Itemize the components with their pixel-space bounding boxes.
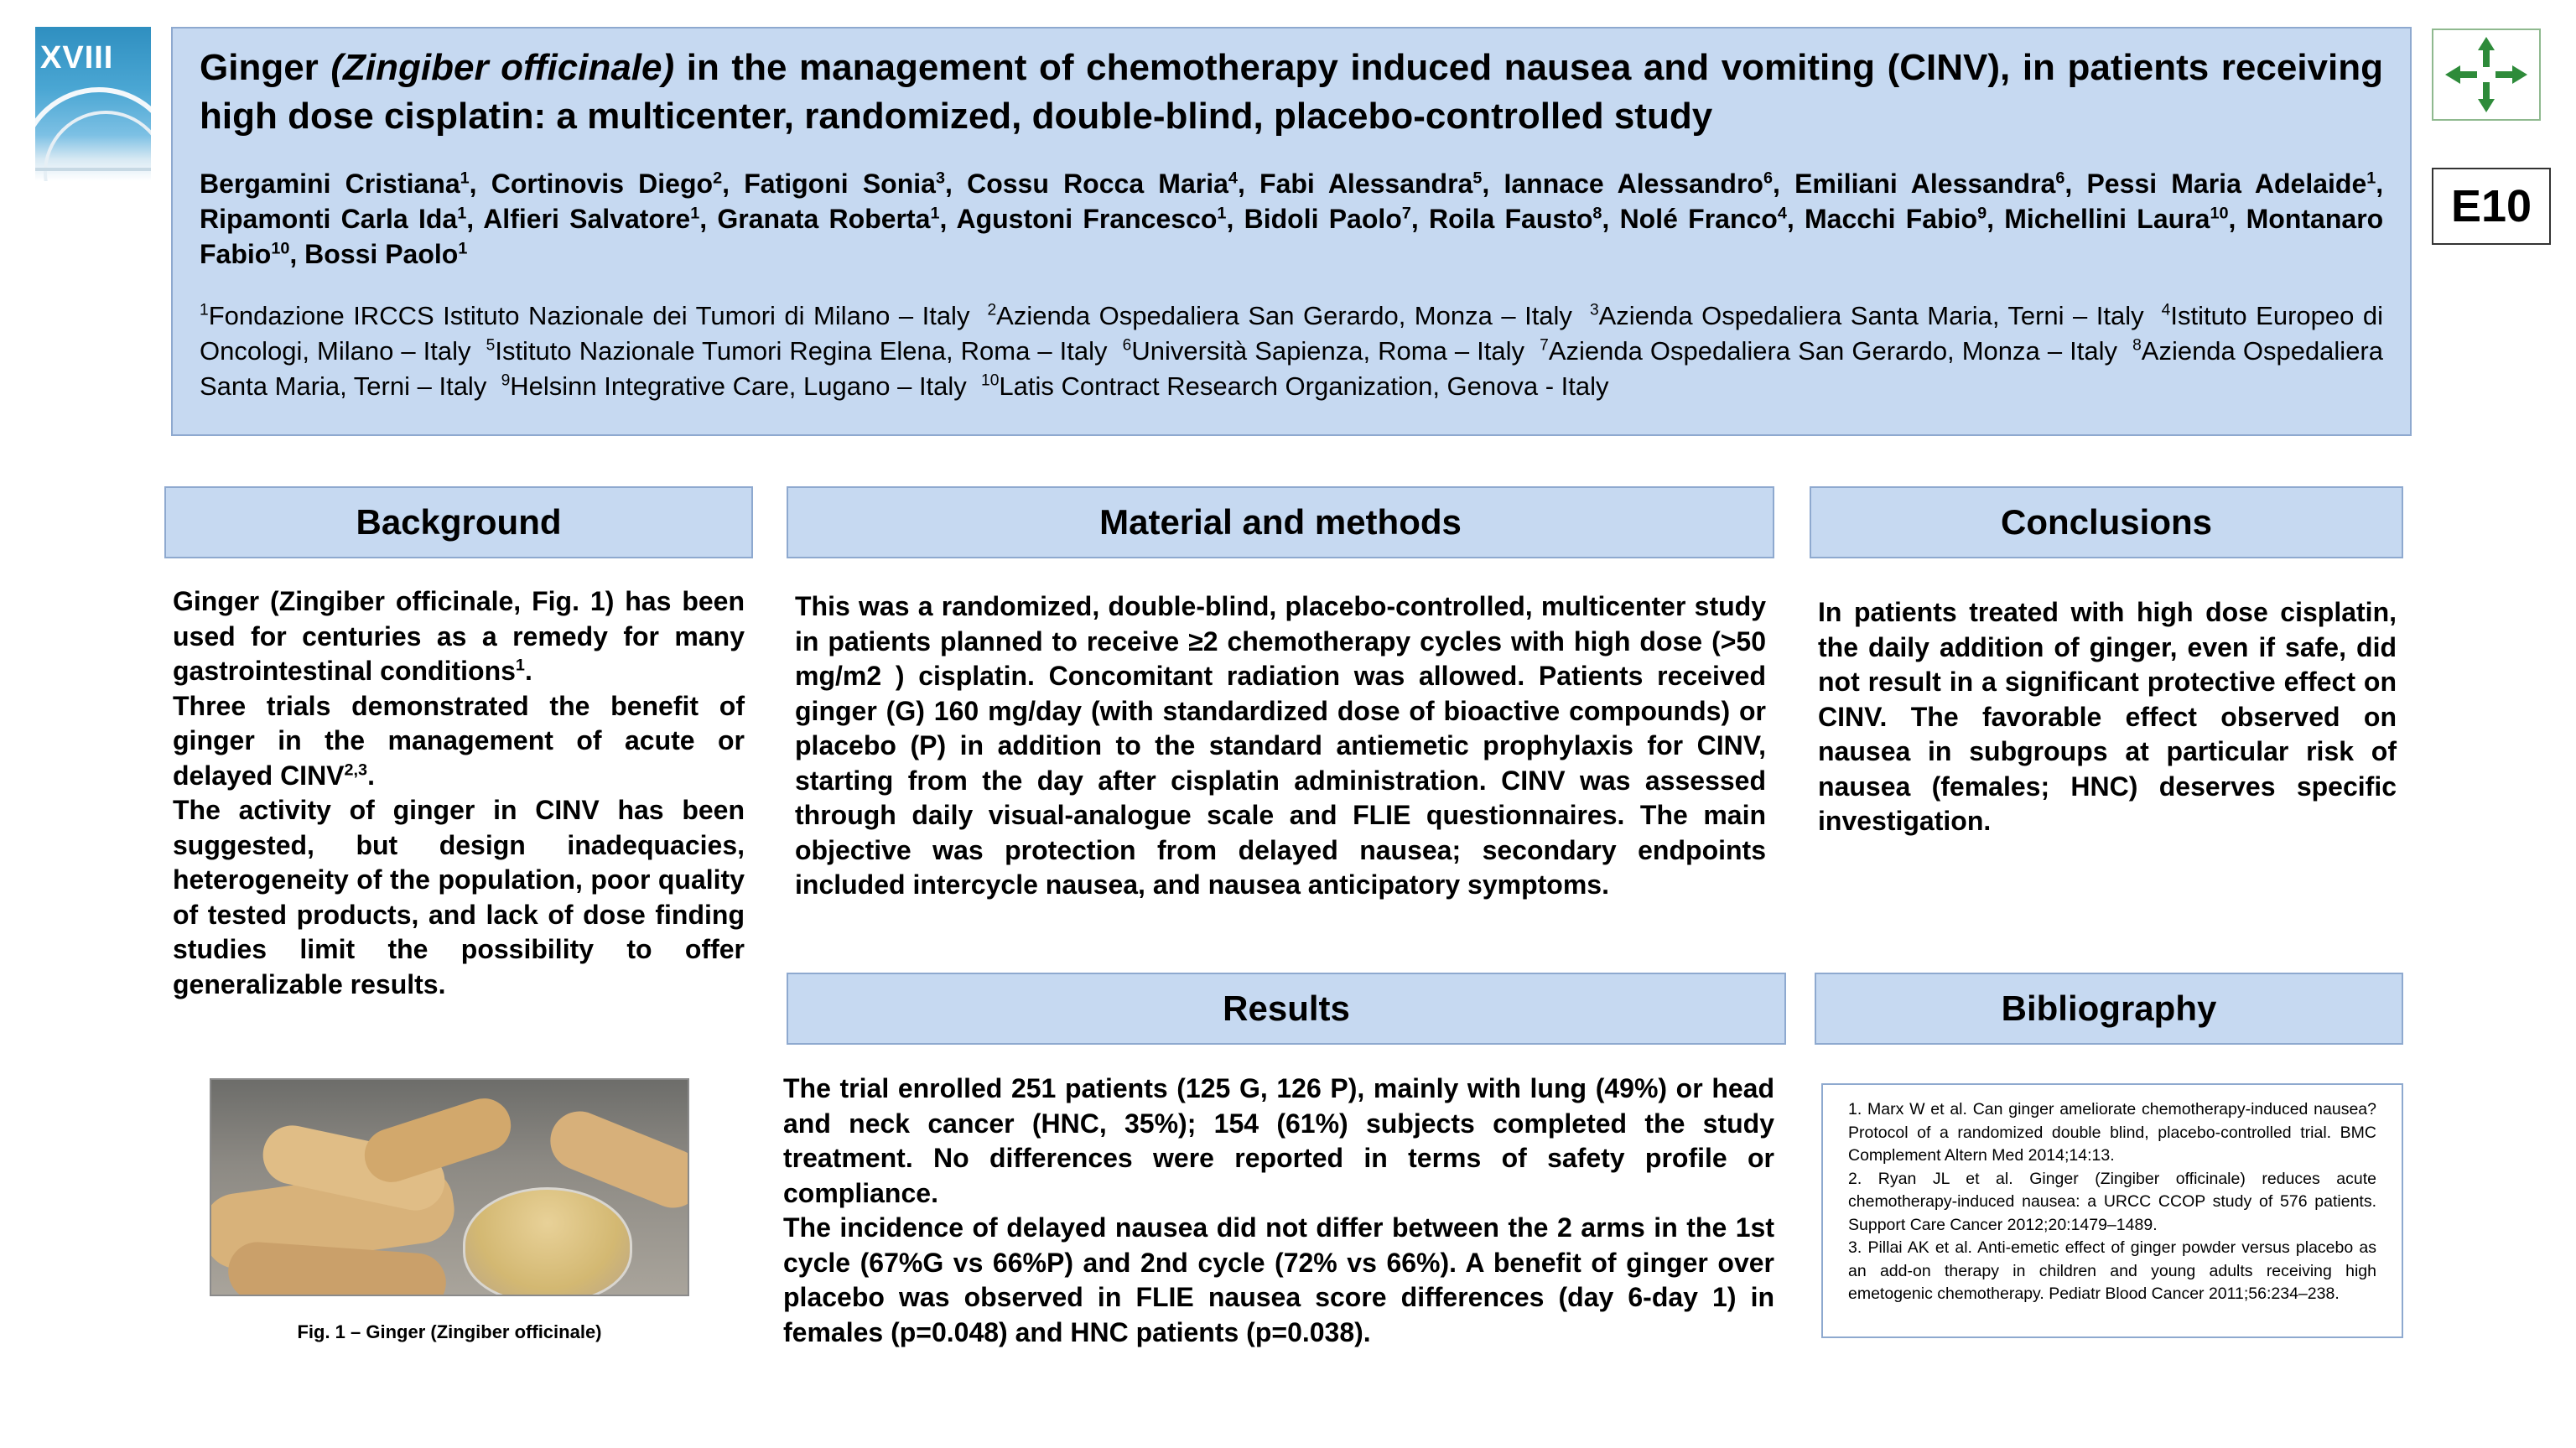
affiliation-text: Helsinn Integrative Care, Lugano – Italy xyxy=(510,371,967,401)
author-name: Fabi Alessandra xyxy=(1259,169,1473,199)
affiliation-number: 5 xyxy=(486,336,496,355)
author-name: Cortinovis Diego xyxy=(491,169,714,199)
author-name: Pessi Maria Adelaide xyxy=(2086,169,2367,199)
results-text xyxy=(783,1072,1774,1350)
poster-header xyxy=(171,27,2412,436)
poster-title xyxy=(200,44,2383,141)
author-affiliation-number: 10 xyxy=(271,239,290,258)
author-affiliation-number: 1 xyxy=(2366,169,2376,188)
author-list: Bergamini Cristiana$^1$, Cortinovis Diego$^2$, Fatigoni Sonia$^3$, Cossu Rocca Maria$^4$, Fabi Alessandra$^5$, Iannace Alessandro$^6$, Emiliani Alessandra$^6$, Pessi Maria Adelaide$^1$, Ripamonti Carla Ida$^1$, Alfieri Salvatore$^1$, Granata Roberta$^1$, Agustoni Francesco$^1$, Bidoli Paolo$^7$, Roila Fausto$^8$, Nolé Franco$^4$, Macchi Fabio$^9$, Michellini Laura$^{10}$, Montanaro Fabio$^{10}$, Bossi Paolo$^1$ xyxy=(200,169,2384,269)
affiliation-text: Latis Contract Research Organization, Genova - Italy xyxy=(999,371,1609,401)
background-paragraph-1: Ginger (Zingiber officinale, Fig. 1) has been used for centuries as a remedy for many gastrointestinal conditions$^1$. xyxy=(173,586,745,686)
title-lead: Ginger xyxy=(200,47,331,88)
author-name: Bossi Paolo xyxy=(304,239,459,269)
author-name: Agustoni Francesco xyxy=(956,204,1218,234)
affiliation-text: Azienda Ospedaliera San Gerardo, Monza – Italy xyxy=(1548,336,2117,366)
author-name: Cossu Rocca Maria xyxy=(967,169,1228,199)
affiliation-number: 10 xyxy=(981,371,1000,390)
affiliation-text: Istituto Europeo di Oncologi, Milano – Italy xyxy=(200,301,2383,366)
conference-logo xyxy=(35,27,151,181)
bibliography-heading: Bibliography xyxy=(1815,973,2403,1045)
ginger-powder-bowl xyxy=(463,1187,632,1296)
author-affiliation-number: 6 xyxy=(2055,169,2065,188)
results-paragraph-2: The incidence of delayed nausea did not differ between the 2 arms in the 1st cycle (67%G vs 66%P) and 2nd cycle (72% vs 66%). A benefit of ginger over placebo was observed in FLIE nausea score differences (day 6-day 1) in females (p=0.048) and HNC patients (p=0.038). xyxy=(783,1212,1774,1347)
reference-item: 2. Ryan JL et al. Ginger (Zingiber officinale) reduces acute chemotherapy-induced nausea: a URCC CCOP study of 576 patients. Support Care Cancer 2012;20:1479–1489. xyxy=(1848,1169,2376,1234)
ginger-photo xyxy=(210,1078,689,1296)
affiliation-number: 9 xyxy=(501,371,511,390)
author-affiliation-number: 5 xyxy=(1472,169,1483,188)
author-name: Emiliani Alessandra xyxy=(1794,169,2056,199)
title-rest: in the management of chemotherapy induced nausea and vomiting (CINV), in patients receiving high dose cisplatin: a multicenter, randomized, double-blind, placebo-controlled study xyxy=(200,47,2383,137)
author-affiliation-number: 1 xyxy=(690,204,700,223)
logo-label: XVIII xyxy=(40,40,114,75)
author-affiliation-number: 4 xyxy=(1228,169,1238,188)
affiliation-number: 1 xyxy=(200,301,209,319)
methods-heading: Material and methods xyxy=(787,486,1774,558)
background-paragraph-3: The activity of ginger in CINV has been suggested, but design inadequacies, heterogeneity of the population, poor quality of tested products, and lack of dose finding studies limit the possibility to offer generalizable results. xyxy=(173,795,745,999)
reference-item: 3. Pillai AK et al. Anti-emetic effect of ginger powder versus placebo as an add-on therapy in children and young adults receiving high emetogenic chemotherapy. Pediatr Blood Cancer 2011;56:234–238. xyxy=(1848,1238,2376,1303)
author-affiliation-number: 9 xyxy=(1977,204,1987,223)
author-affiliation-number: 10 xyxy=(2210,204,2229,223)
author-name: Iannace Alessandro xyxy=(1504,169,1763,199)
author-affiliation-number: 1 xyxy=(458,239,468,258)
affiliation-number: 7 xyxy=(1540,336,1549,355)
author-name: Michellini Laura xyxy=(2004,204,2210,234)
affiliation-number: 4 xyxy=(2161,301,2171,319)
methods-text: This was a randomized, double-blind, placebo-controlled, multicenter study in patients planned to receive ≥2 chemotherapy cycles with high dose (>50 mg/m2 ) cisplatin. Concomitant radiation was allowed. Patients received ginger (G) 160 mg/day (with standardized dose of bioactive compounds) or placebo (P) in addition to the standard antiemetic prophylaxis for CINV, starting from the day after cisplatin administration. CINV was assessed through daily visual-analogue scale and FLIE questionnaires. The main objective was protection from delayed nausea; secondary endpoints included intercycle nausea, and nausea anticipatory symptoms. xyxy=(795,591,1766,900)
background-text xyxy=(173,584,745,1002)
affiliation-number: 8 xyxy=(2132,336,2142,355)
author-affiliation-number: 1 xyxy=(930,204,940,223)
author-name: Macchi Fabio xyxy=(1805,204,1978,234)
ginger-root xyxy=(226,1240,448,1296)
author-affiliation-number: 8 xyxy=(1592,204,1602,223)
background-paragraph-2: Three trials demonstrated the benefit of ginger in the management of acute or delayed CINV$^{2,3}$. xyxy=(173,690,745,791)
author-name: Roila Fausto xyxy=(1429,204,1593,234)
reference-item: 1. Marx W et al. Can ginger ameliorate chemotherapy-induced nausea? Protocol of a randomized double blind, placebo-controlled trial. BMC Complement Altern Med 2014;14:13. xyxy=(1848,1100,2376,1165)
author-name: Ripamonti Carla Ida xyxy=(200,204,458,234)
author-affiliation-number: 1 xyxy=(457,204,467,223)
author-name: Bidoli Paolo xyxy=(1244,204,1402,234)
poster-code: E10 xyxy=(2432,168,2551,245)
affiliation-number: 3 xyxy=(1589,301,1599,319)
conclusions-heading: Conclusions xyxy=(1810,486,2403,558)
author-affiliation-number: 3 xyxy=(935,169,945,188)
logo-bridge-deck xyxy=(35,168,151,171)
figure-caption: Fig. 1 – Ginger (Zingiber officinale) xyxy=(297,1321,602,1342)
author-affiliation-number: 1 xyxy=(460,169,470,188)
author-name: Nolé Franco xyxy=(1619,204,1778,234)
author-name: Fatigoni Sonia xyxy=(744,169,936,199)
conclusions-text: In patients treated with high dose cisplatin, the daily addition of ginger, even if safe, did not result in a significant protective effect on CINV. The favorable effect observed on nausea in subgroups at particular risk of nausea (females; HNC) deserves specific investigation. xyxy=(1818,597,2397,836)
title-italic: (Zingiber officinale) xyxy=(330,47,675,88)
author-name: Montanaro Fabio xyxy=(200,204,2384,269)
affiliation-text: Fondazione IRCCS Istituto Nazionale dei Tumori di Milano – Italy xyxy=(208,301,970,330)
author-affiliation-number: 2 xyxy=(713,169,723,188)
affiliation-text: Azienda Ospedaliera Santa Maria, Terni – Italy xyxy=(200,336,2383,401)
author-affiliation-number: 6 xyxy=(1763,169,1773,188)
results-heading: Results xyxy=(787,973,1786,1045)
author-affiliation-number: 7 xyxy=(1401,204,1411,223)
arrows-icon xyxy=(2433,30,2539,119)
institution-logo xyxy=(2432,29,2541,121)
results-paragraph-1: The trial enrolled 251 patients (125 G, 126 P), mainly with lung (49%) or head and neck cancer (HNC, 35%); 154 (61%) subjects completed the study treatment. No differences were reported in terms of safety profile or compliance. xyxy=(783,1073,1774,1208)
affiliation-text: Università Sapienza, Roma – Italy xyxy=(1131,336,1525,366)
background-heading: Background xyxy=(164,486,753,558)
affiliation-text: Azienda Ospedaliera Santa Maria, Terni – Italy xyxy=(1598,301,2144,330)
affiliation-text: Azienda Ospedaliera San Gerardo, Monza – Italy xyxy=(996,301,1572,330)
author-affiliation-number: 4 xyxy=(1777,204,1787,223)
bibliography-box xyxy=(1821,1083,2403,1338)
author-name: Granata Roberta xyxy=(717,204,931,234)
affiliation-list xyxy=(200,298,2383,404)
author-affiliation-number: 1 xyxy=(1217,204,1227,223)
author-name: Alfieri Salvatore xyxy=(483,204,691,234)
affiliation-number: 2 xyxy=(987,301,997,319)
affiliation-number: 6 xyxy=(1122,336,1132,355)
author-name: Bergamini Cristiana xyxy=(200,169,460,199)
affiliation-text: Istituto Nazionale Tumori Regina Elena, Roma – Italy xyxy=(495,336,1108,366)
